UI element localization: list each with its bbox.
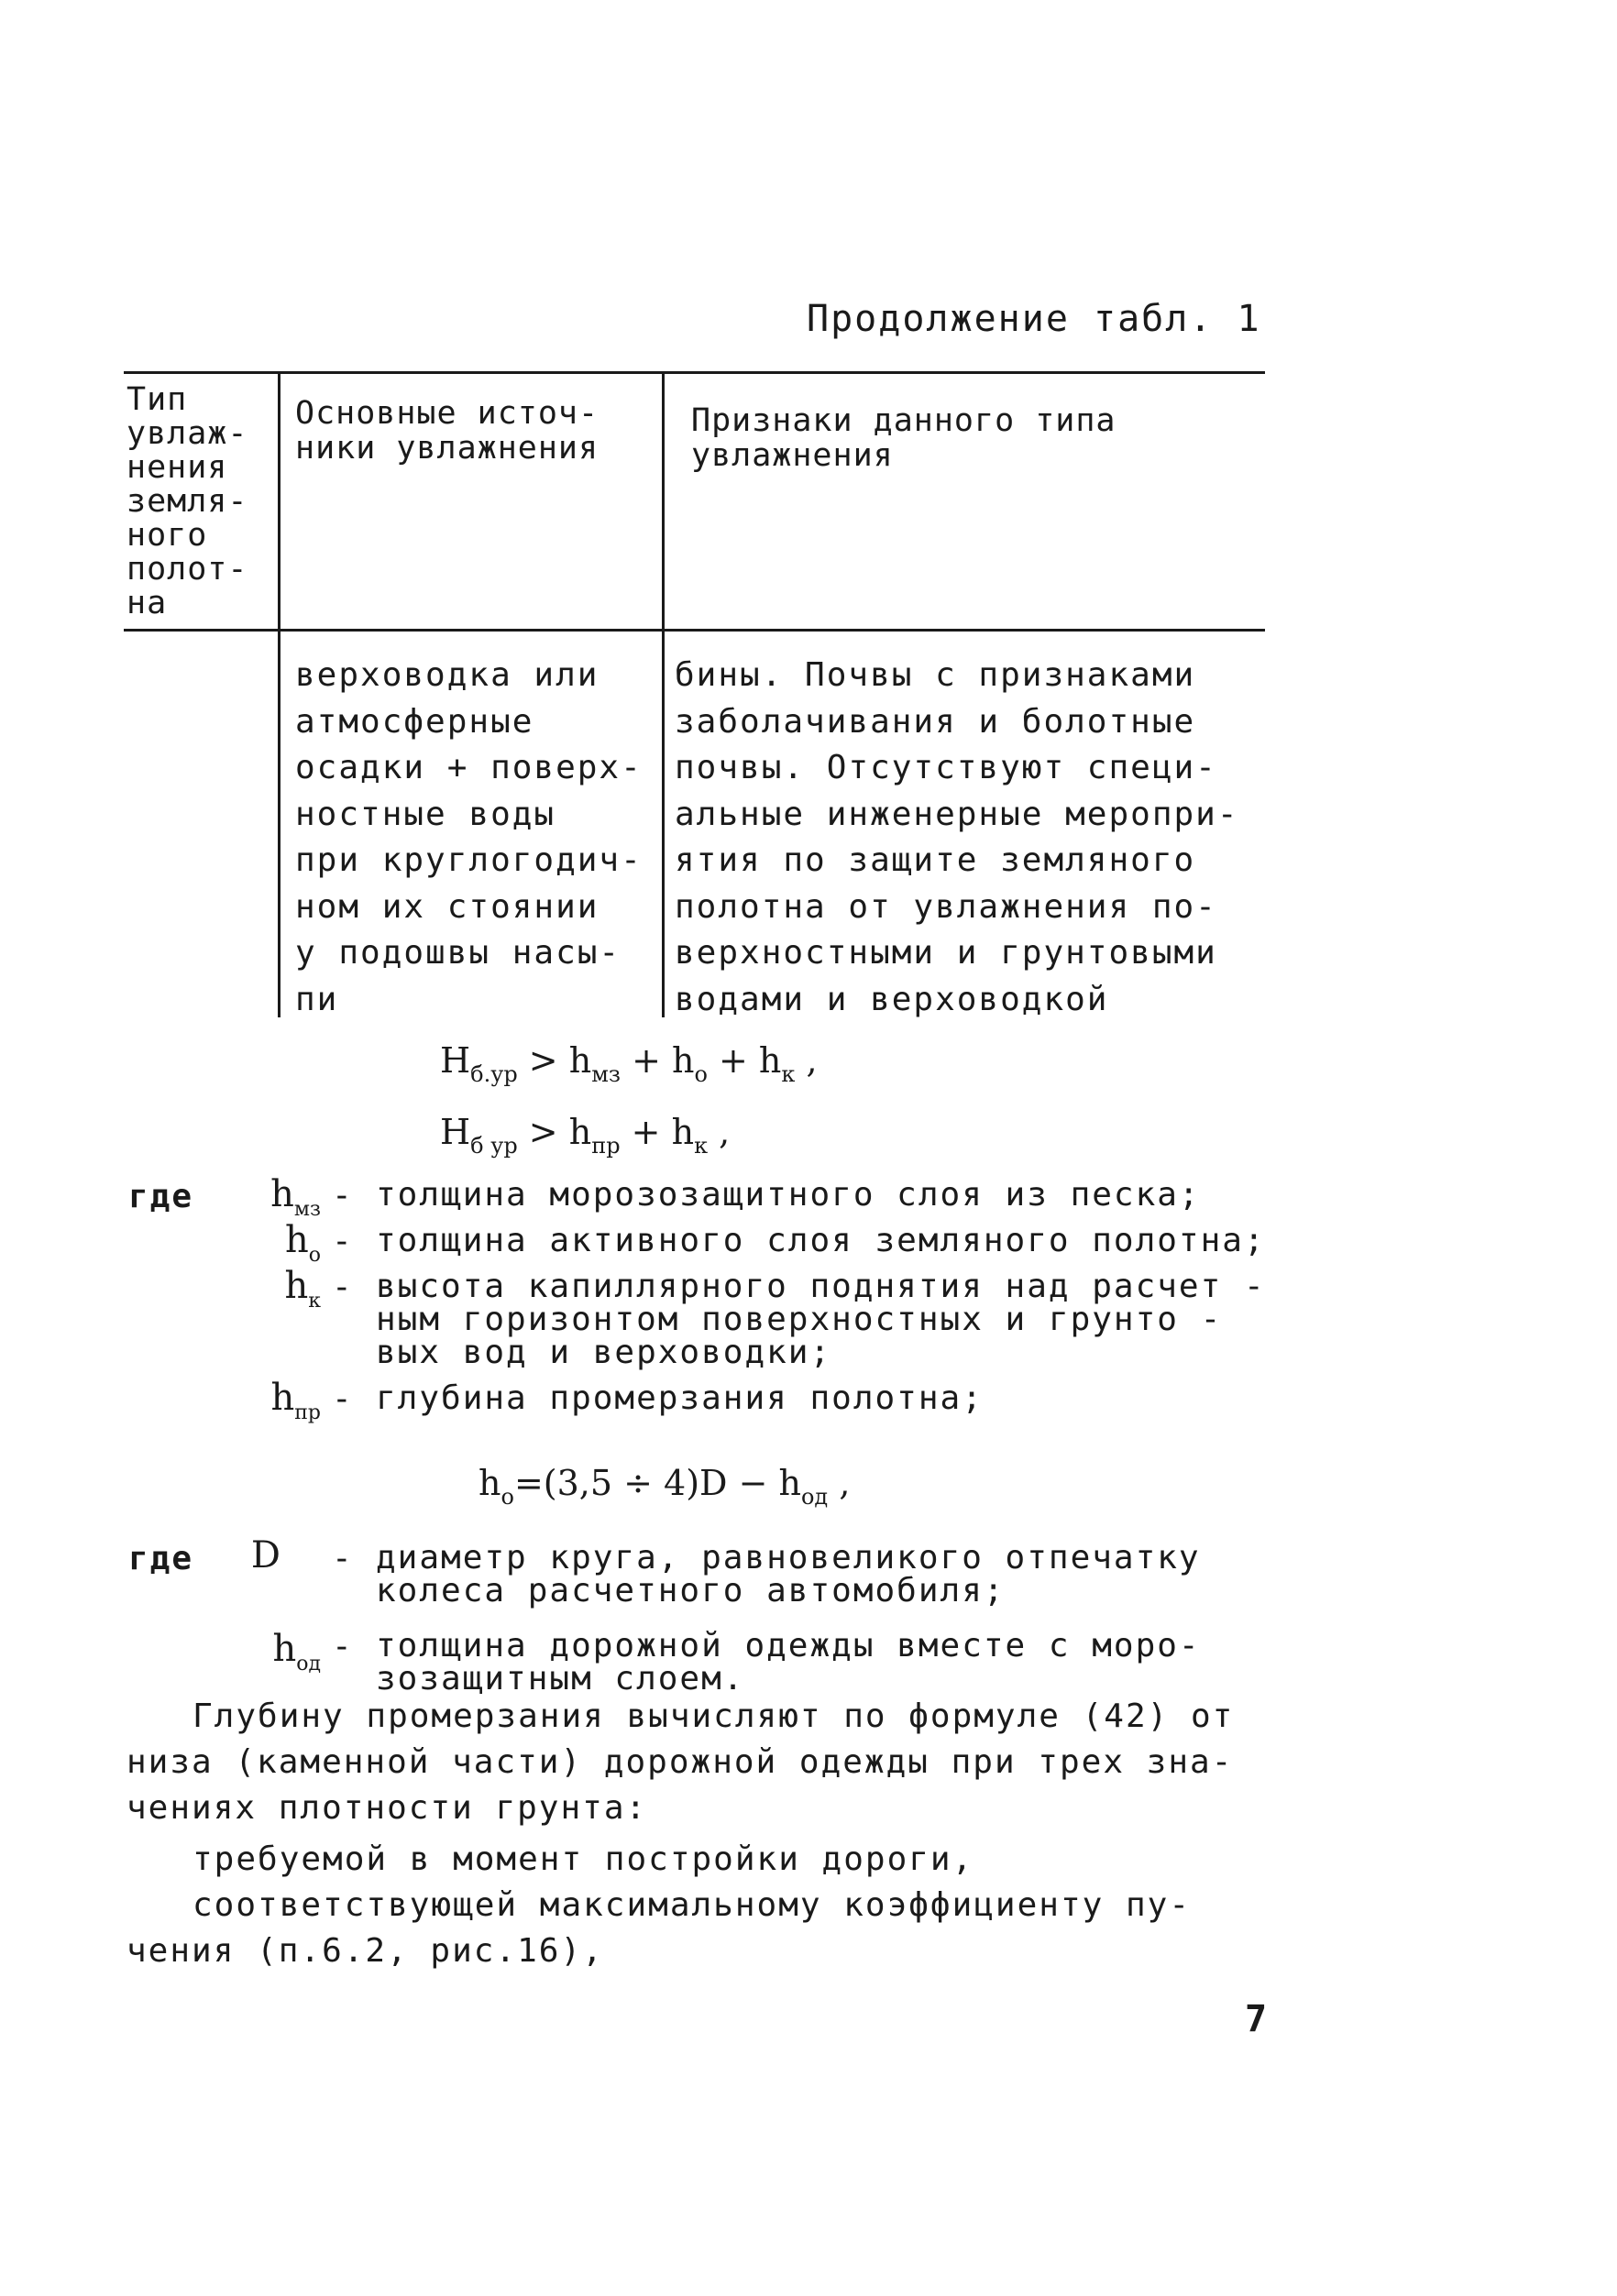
paragraph-line: чениях плотности грунта: — [126, 1789, 648, 1827]
cell-line: заболачивания и болотные — [675, 702, 1196, 741]
cell-line: ятия по защите земляного — [675, 841, 1196, 879]
symbol-h-o: $h_о$ — [284, 1219, 321, 1267]
table-col-divider-2 — [662, 371, 665, 1017]
page-number: 7 — [1245, 1998, 1268, 2040]
definition-h-o: толщина активного слоя земляного полотна; — [376, 1222, 1266, 1259]
paragraph-line: соответствующей максимальному коэффициенту пу- — [192, 1886, 1191, 1924]
cell-moisture-signs — [675, 653, 1239, 1023]
cell-line: ном их стоянии — [295, 887, 600, 926]
cell-line: верхностными и грунтовыми — [675, 934, 1217, 972]
cell-line: у подошвы насы- — [295, 934, 622, 972]
cell-line: почвы. Отсутствуют специ- — [675, 749, 1217, 786]
dash: - — [332, 1223, 352, 1260]
cell-line: атмосферные — [295, 702, 534, 741]
paragraph-line: требуемой в момент постройки дороги, — [192, 1840, 974, 1878]
definition-h-mz: толщина морозозащитного слоя из песка; — [376, 1176, 1201, 1214]
symbol-d: D — [250, 1534, 280, 1576]
dash: - — [332, 1540, 352, 1577]
cell-line: верховодка или — [295, 656, 600, 694]
cell-line: при круглогодич- — [295, 841, 643, 879]
cell-line: ностные воды — [295, 795, 556, 833]
cell-line: пи — [295, 980, 339, 1018]
cell-line: полотна от увлажнения по- — [675, 887, 1217, 926]
where-label: где — [128, 1540, 194, 1577]
definition-d: диаметр круга, равновеликого отпечатку колеса расчетного автомобиля; — [376, 1539, 1201, 1609]
table-top-rule — [124, 371, 1265, 374]
dash: - — [332, 1380, 352, 1418]
header-moisture-sources: Основные источ- ники увлажнения — [295, 395, 600, 467]
cell-moisture-sources — [295, 653, 643, 1023]
definition-h-pr: глубина промерзания полотна; — [376, 1379, 984, 1417]
table-caption: Продолжение табл. 1 — [807, 298, 1261, 340]
cell-line: осадки + поверх- — [295, 749, 643, 786]
dash: - — [332, 1269, 352, 1306]
symbol-h-od: $h_{од}$ — [272, 1628, 321, 1675]
cell-line: водами и верховодкой — [675, 980, 1109, 1018]
cell-line: бины. Почвы с признаками — [675, 656, 1196, 694]
header-moisture-type: Тип увлаж- нения земля- ного полот- на — [126, 381, 248, 621]
definition-h-od: толщина дорожной одежды вместе с моро- зозащитным слоем. — [376, 1627, 1201, 1697]
symbol-h-k: $h_к$ — [284, 1265, 321, 1313]
header-moisture-signs: Признаки данного типа увлажнения — [691, 402, 1116, 474]
table-col-divider-1 — [278, 371, 280, 1017]
paragraph-line: низа (каменной части) дорожной одежды при трех зна- — [126, 1743, 1234, 1781]
definition-h-k: высота капиллярного поднятия над расчет - ным горизонтом поверхностных и грунто - вых вод и верховодки; — [376, 1268, 1266, 1371]
where-label: где — [128, 1178, 194, 1215]
formula-subgrade-height-2: $H_{б ур} > h_{пр} + h_к$ , — [440, 1112, 731, 1159]
symbol-h-mz: $h_{мз}$ — [270, 1173, 321, 1221]
paragraph-line: чения (п.6.2, рис.16), — [126, 1932, 604, 1970]
formula-subgrade-height-1: $H_{б.ур} > h_{мз} + h_о + h_к$ , — [440, 1040, 818, 1087]
table-header-rule — [124, 629, 1265, 632]
symbol-h-pr: $h_{пр}$ — [270, 1377, 321, 1424]
paragraph-line: Глубину промерзания вычисляют по формуле (42) от — [192, 1697, 1235, 1735]
formula-active-layer: $h_о=(3,5 \div 4)D - h_{од}$ , — [478, 1463, 851, 1510]
cell-line: альные инженерные меропри- — [675, 795, 1239, 833]
dash: - — [332, 1177, 352, 1214]
dash: - — [332, 1628, 352, 1665]
